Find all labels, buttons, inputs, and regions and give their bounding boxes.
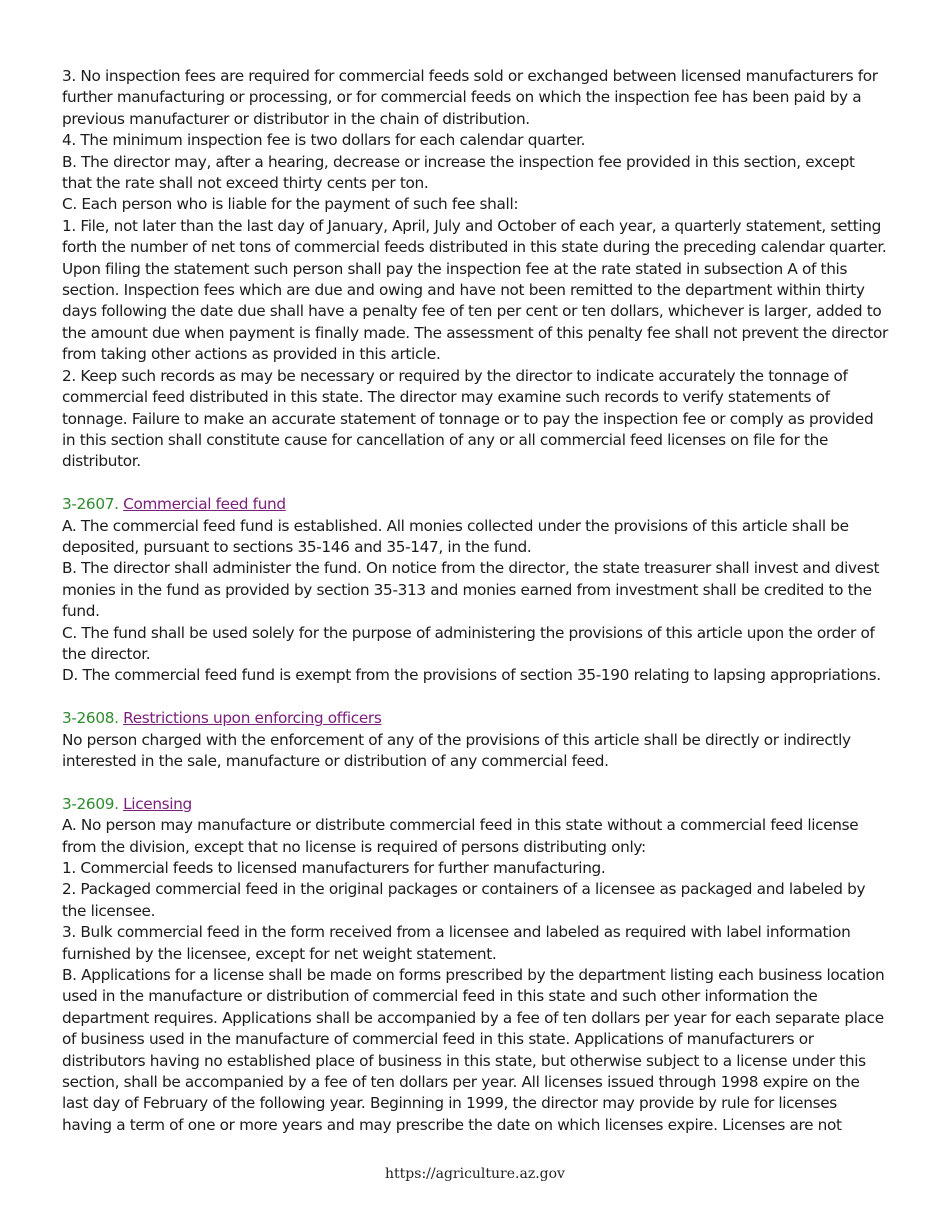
section-heading: 3-2609. Licensing [62, 794, 192, 813]
section-3-2609 [62, 794, 888, 1137]
paragraph: A. No person may manufacture or distribute commercial feed in this state without a commercial feed license from the division, except that no license is required of persons distributing only: [62, 816, 859, 856]
paragraph: 1. File, not later than the last day of January, April, July and October of each year, a quarterly statement, setting forth the number of net tons of commercial feeds distributed in this state during the preceding calendar quarter. Upon filing the statement such person shall pay the inspection fee at the rate stated in subsection A of this section. Inspection fees which are due and owing and have not been remitted to the department within thirty days following the date due shall have a penalty fee of ten per cent or ten dollars, whichever is larger, added to the amount due when payment is finally made. The assessment of this penalty fee shall not prevent the director from taking other actions as provided in this article. [62, 216, 888, 364]
paragraph: B. The director shall administer the fund. On notice from the director, the state treasurer shall invest and divest monies in the fund as provided by section 35-313 and monies earned from investment shall be credited to the fund. [62, 559, 880, 621]
section-number: 3-2607 [62, 495, 115, 514]
intro-block [62, 66, 888, 473]
paragraph: D. The commercial feed fund is exempt from the provisions of section 35-190 relating to lapsing appropriations. [62, 666, 881, 685]
section-heading: 3-2607. Commercial feed fund [62, 495, 286, 514]
paragraph: C. Each person who is liable for the payment of such fee shall: [62, 195, 519, 214]
section-heading: 3-2608. Restrictions upon enforcing officers [62, 709, 382, 728]
paragraph: B. Applications for a license shall be made on forms prescribed by the department listing each business location used in the manufacture or distribution of commercial feed in this state and such other information the department requires. Applications shall be accompanied by a fee of ten dollars per year for each separate place of business used in the manufacture of commercial feed in this state. Applications of manufacturers or distributors having no established place of business in this state, but otherwise subject to a license under this section, shall be accompanied by a fee of ten dollars per year. All licenses issued through 1998 expire on the last day of February of the following year. Beginning in 1999, the director may provide by rule for licenses having a term of one or more years and may prescribe the date on which licenses expire. Licenses are not [62, 966, 885, 1134]
page-footer-url: https://agriculture.az.gov [385, 1166, 565, 1182]
paragraph: A. The commercial feed fund is established. All monies collected under the provisions of this article shall be deposited, pursuant to sections 35-146 and 35-147, in the fund. [62, 516, 849, 556]
section-title-link[interactable]: Restrictions upon enforcing officers [123, 709, 382, 728]
paragraph: 3. No inspection fees are required for commercial feeds sold or exchanged between licensed manufacturers for further manufacturing or processing, or for commercial feeds on which the inspection fee has been paid by a previous manufacturer or distributor in the chain of distribution. [62, 67, 878, 128]
section-title-link[interactable]: Commercial feed fund [123, 495, 286, 514]
document-body [62, 66, 888, 1136]
section-title-link[interactable]: Licensing [123, 794, 192, 813]
paragraph: 3. Bulk commercial feed in the form received from a licensee and labeled as required with label information furnished by the licensee, except for net weight statement. [62, 923, 851, 963]
paragraph: 1. Commercial feeds to licensed manufacturers for further manufacturing. [62, 858, 606, 877]
section-number: 3-2609 [62, 794, 115, 813]
section-3-2607 [62, 494, 888, 687]
section-3-2608 [62, 708, 888, 772]
paragraph: C. The fund shall be used solely for the purpose of administering the provisions of this article upon the order of the director. [62, 623, 875, 663]
paragraph: B. The director may, after a hearing, decrease or increase the inspection fee provided in this section, except that the rate shall not exceed thirty cents per ton. [62, 152, 855, 193]
section-number: 3-2608 [62, 709, 115, 728]
paragraph: 2. Keep such records as may be necessary or required by the director to indicate accurately the tonnage of commercial feed distributed in this state. The director may examine such records to verify statements of tonnage. Failure to make an accurate statement of tonnage or to pay the inspection fee or comply as provided in this section shall constitute cause for cancellation of any or all commercial feed licenses on file for the distributor. [62, 366, 874, 471]
paragraph: 4. The minimum inspection fee is two dollars for each calendar quarter. [62, 131, 586, 150]
paragraph: 2. Packaged commercial feed in the original packages or containers of a licensee as packaged and labeled by the licensee. [62, 880, 866, 920]
paragraph: No person charged with the enforcement of any of the provisions of this article shall be directly or indirectly interested in the sale, manufacture or distribution of any commercial feed. [62, 730, 851, 770]
